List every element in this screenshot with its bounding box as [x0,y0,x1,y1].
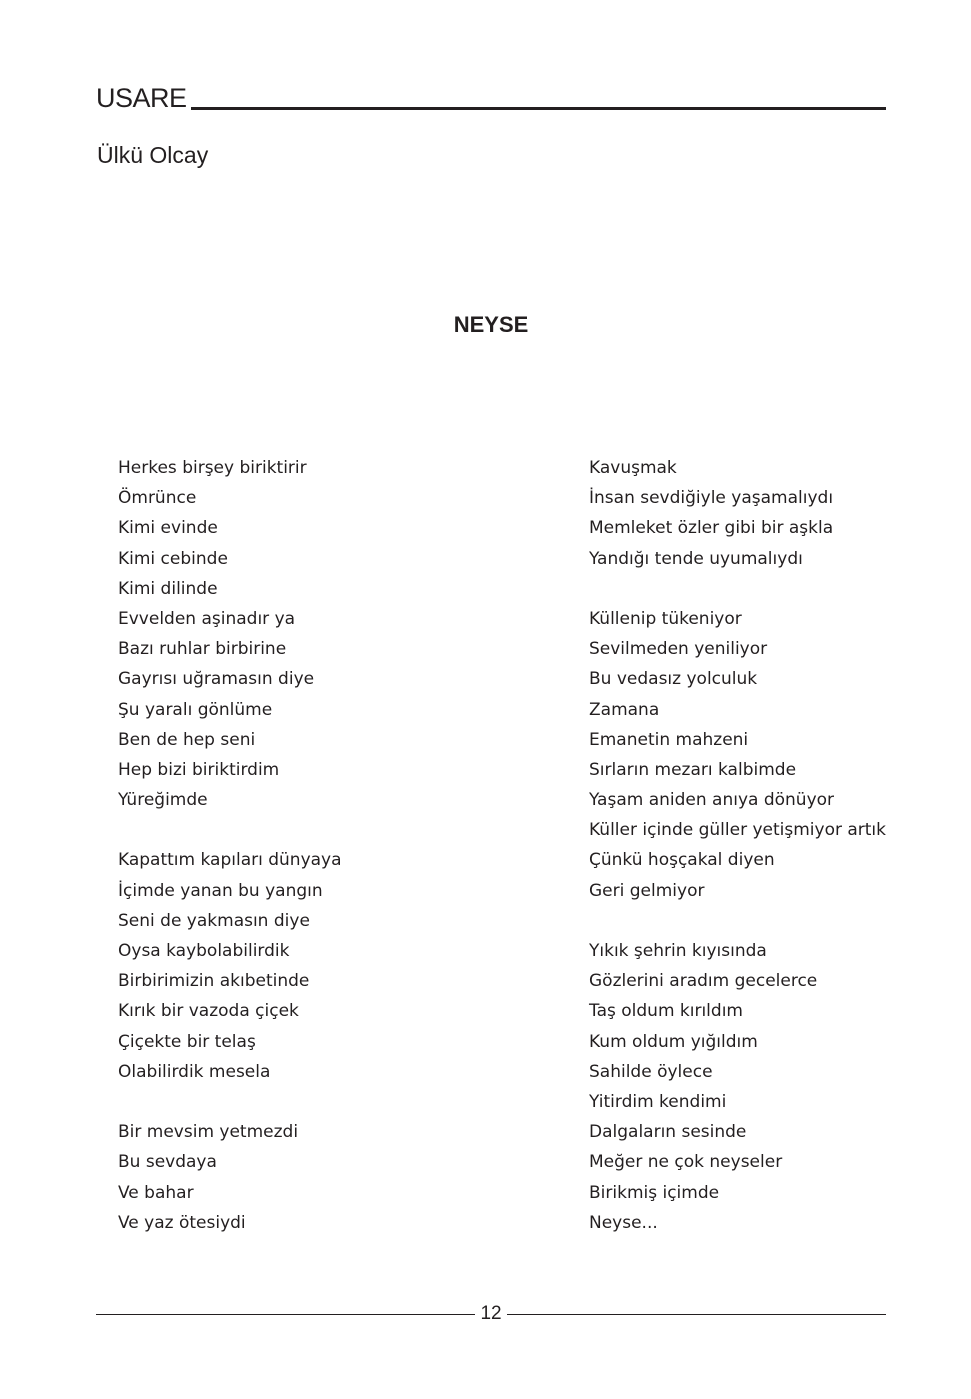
poem-line: Gayrısı uğramasın diye [118,669,315,690]
poem-line: Birbirimizin akıbetinde [118,971,310,992]
poem-line: Kavuşmak [589,458,677,478]
stanza-break [118,1087,342,1117]
poem-line: Olabilirdik mesela [118,1061,271,1082]
page-header [96,80,886,112]
poem-line: Küllenip tükeniyor [589,608,742,629]
poem-line: Küller içinde güller yetişmiyor artık [589,820,887,841]
poem-line: Hep bizi biriktirdim [118,759,280,780]
poem-right-column [589,453,886,1238]
poem-line: Sahilde öylece [589,1061,713,1082]
poem-line: Ömrünce [118,488,197,509]
stanza-break [118,815,342,845]
poem-line: Evvelden aşinadır ya [118,608,296,629]
poem-line: Bu vedasız yolculuk [589,669,758,690]
poem-line: Ve yaz ötesiydi [118,1212,246,1233]
poem-line: Neyse... [589,1212,658,1233]
poem-line: Yıkık şehrin kıyısında [589,941,767,961]
stanza-break [589,574,886,604]
poem-line: Seni de yakmasın diye [118,910,310,931]
poem-line: Ve bahar [118,1182,194,1203]
poem-line: Kimi dilinde [118,578,218,599]
poem-line: Dalgaların sesinde [589,1122,747,1143]
poem-line: Emanetin mahzeni [589,729,749,750]
footer-rule-left [96,1314,475,1315]
poem-line: Kimi evinde [118,518,218,539]
poem-line: Oysa kaybolabilirdik [118,941,290,961]
poem-line: Memleket özler gibi bir aşkla [589,518,834,539]
poem-line: Taş oldum kırıldım [589,1001,743,1022]
poem-line: Herkes birşey biriktirir [118,458,307,478]
poem-line: Geri gelmiyor [589,880,705,901]
journal-title: USARE [96,83,187,113]
poem-line: Birikmiş içimde [589,1182,720,1203]
page-footer [96,1302,886,1326]
author-name: Ülkü Olcay [97,142,209,168]
poem-line: Sevilmeden yeniliyor [589,639,768,660]
poem-line: Bir mevsim yetmezdi [118,1122,299,1143]
poem-line: Çünkü hoşçakal diyen [589,850,775,871]
poem-line: Meğer ne çok neyseler [589,1152,783,1173]
page-number: 12 [480,1303,502,1324]
poem-line: Yandığı tende uyumalıydı [589,548,803,569]
poem-line: Bazı ruhlar birbirine [118,639,287,660]
poem-line: İçimde yanan bu yangın [118,880,323,901]
footer-rule-right [507,1314,886,1315]
poem-line: Gözlerini aradım gecelerce [589,971,818,992]
poem-line: Kırık bir vazoda çiçek [118,1001,299,1022]
poem-line: Şu yaralı gönlüme [118,699,273,720]
poem-line: Zamana [589,699,660,720]
poem-line: Bu sevdaya [118,1152,217,1173]
poem-left-column [118,453,342,1238]
poem-line: Çiçekte bir telaş [118,1031,256,1052]
poem-line: Kimi cebinde [118,548,228,569]
poem-title: NEYSE [453,312,529,337]
poem-line: Kapattım kapıları dünyaya [118,850,342,871]
header-rule [191,107,886,110]
poem-line: Ben de hep seni [118,729,256,750]
poem-line: Yüreğimde [118,790,208,811]
stanza-break [589,906,886,936]
poem-line: Yaşam aniden anıya dönüyor [589,790,835,811]
poem-line: Kum oldum yığıldım [589,1031,758,1052]
poem-line: İnsan sevdiğiyle yaşamalıydı [589,488,834,509]
poem-line: Yitirdim kendimi [589,1091,727,1112]
poem-line: Sırların mezarı kalbimde [589,759,797,780]
